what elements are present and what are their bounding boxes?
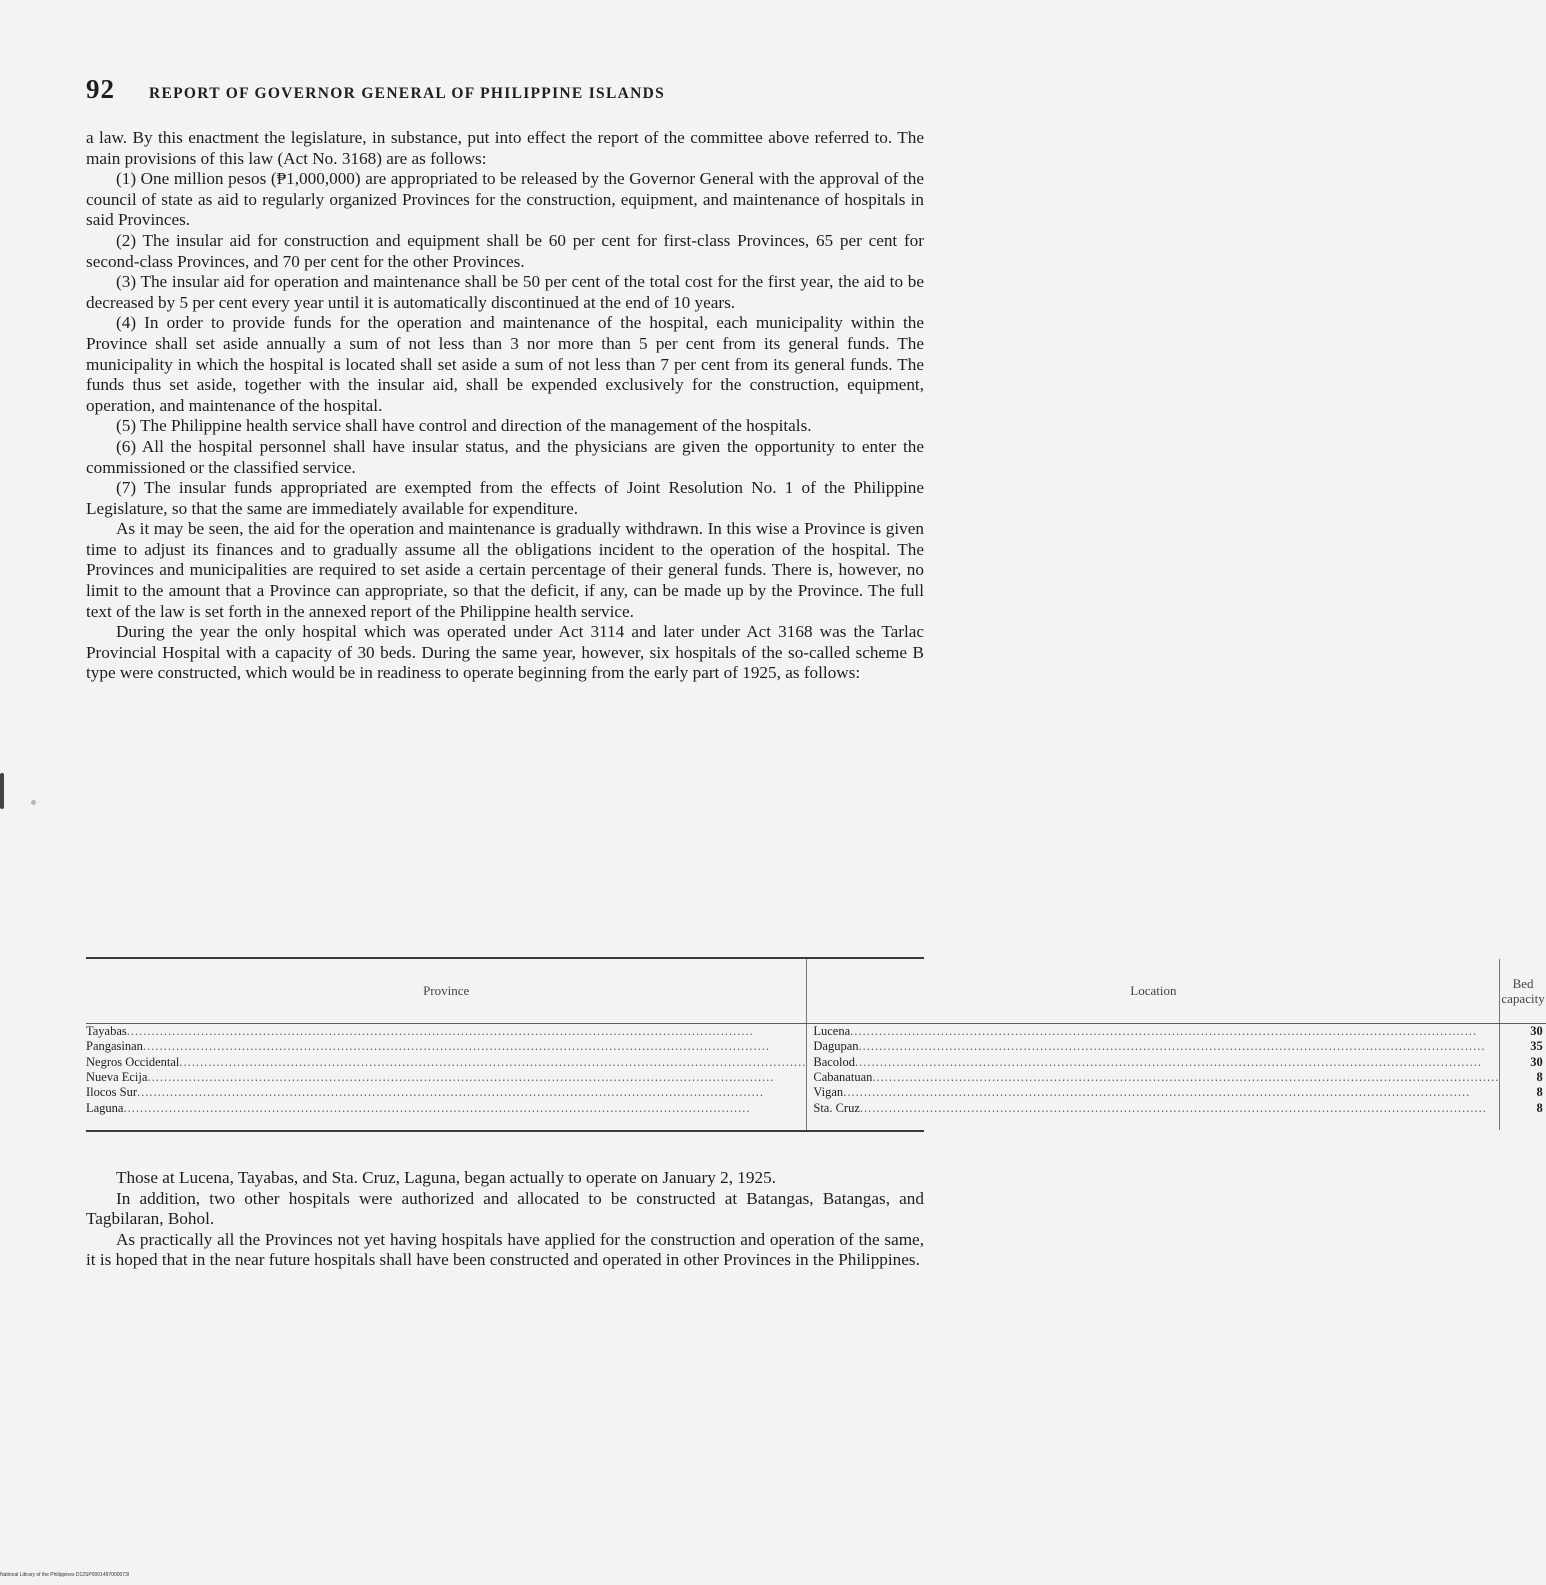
paragraph: As practically all the Provinces not yet having hospitals have applied for the construction and operation of the same, it is hoped that in the near future hospitals shall have been constructed and operated in other Provinces in the Philippines. bbox=[86, 1229, 924, 1270]
page-number: 92 bbox=[86, 74, 115, 104]
scan-footer-note: National Library of the Philippines D12SP0001497000073I bbox=[0, 1572, 130, 1578]
header-location: Location bbox=[807, 959, 1500, 1023]
paragraph: (5) The Philippine health service shall have control and direction of the management of the hospitals. bbox=[116, 416, 812, 436]
paragraph: (1) One million pesos (₱1,000,000) are appropriated to be released by the Governor General with the approval of the council of state as aid to regularly organized Provinces for the construction, equipment, and maintenance of hospitals in said Provinces. bbox=[86, 169, 924, 230]
cell-province: Nueva Ecija bbox=[86, 1070, 148, 1085]
scan-speck bbox=[31, 800, 36, 805]
cell-province: Ilocos Sur bbox=[86, 1085, 138, 1100]
table-row bbox=[86, 1085, 1546, 1100]
paragraph: During the year the only hospital which was operated under Act 3114 and later under Act 3168 was the Tarlac Provincial Hospital with a capacity of 30 beds. During the same year, however, six hospitals of the so-called scheme B type were constructed, which would be in readiness to operate beginning from the early part of 1925, as follows: bbox=[86, 622, 924, 683]
cell-beds: 8 bbox=[1536, 1085, 1543, 1100]
cell-beds: 30 bbox=[1530, 1054, 1543, 1069]
table-row bbox=[86, 1024, 1546, 1039]
cell-location: Lucena bbox=[813, 1024, 851, 1039]
header-province: Province bbox=[86, 959, 807, 1023]
page-header bbox=[86, 74, 926, 105]
cell-beds: 8 bbox=[1536, 1100, 1543, 1115]
cell-beds: 30 bbox=[1530, 1024, 1543, 1039]
cell-location: Sta. Cruz bbox=[813, 1100, 860, 1115]
cell-location: Bacolod bbox=[813, 1054, 856, 1069]
table-row bbox=[86, 1100, 1546, 1129]
table-header-row bbox=[86, 959, 1546, 1023]
paragraph: (7) The insular funds appropriated are exempted from the effects of Joint Resolution No. 1 of the Philippine Legislature, so that the same are immediately available for expenditure. bbox=[86, 478, 924, 518]
table-row bbox=[86, 1039, 1546, 1054]
cell-province: Tayabas bbox=[86, 1024, 127, 1039]
cell-location: Vigan bbox=[813, 1085, 844, 1100]
running-head: REPORT OF GOVERNOR GENERAL OF PHILIPPINE ISLANDS bbox=[149, 85, 666, 102]
paragraph: Those at Lucena, Tayabas, and Sta. Cruz, Laguna, began actually to operate on January 2, 1925. bbox=[116, 1168, 776, 1187]
cell-beds: 8 bbox=[1536, 1070, 1543, 1085]
paragraph: (6) All the hospital personnel shall have insular status, and the physicians are given the opportunity to enter the commissioned or the classified service. bbox=[86, 436, 924, 477]
header-bed-capacity: Bed capacity bbox=[1501, 976, 1545, 1006]
scan-edge-mark bbox=[0, 773, 4, 809]
table-row bbox=[86, 1070, 1546, 1085]
hospital-table bbox=[86, 957, 1545, 1132]
cell-location: Dagupan bbox=[813, 1039, 859, 1054]
cell-province: Negros Occidental bbox=[86, 1054, 180, 1069]
paragraph: As it may be seen, the aid for the operation and maintenance is gradually withdrawn. In this wise a Province is given time to adjust its finances and to gradually assume all the obligations incident to the operation of the hospital. The Provinces and municipalities are required to set aside a certain percentage of their general funds. There is, however, no limit to the amount that a Province can appropriate, so that the deficit, if any, can be made up by the Province. The full text of the law is set forth in the annexed report of the Philippine health service. bbox=[86, 519, 924, 621]
cell-province: Laguna bbox=[86, 1100, 124, 1115]
cell-province: Pangasinan bbox=[86, 1039, 143, 1054]
paragraph: (3) The insular aid for operation and maintenance shall be 50 per cent of the total cost for the first year, the aid to be decreased by 5 per cent every year until it is automatically discontinued at the end of 10 years. bbox=[86, 272, 924, 312]
paragraph: (4) In order to provide funds for the operation and maintenance of the hospital, each municipality within the Province shall set aside annually a sum of not less than 3 nor more than 5 per cent from its general funds. The municipality in which the hospital is located shall set aside a sum of not less than 7 per cent from its general funds. The funds thus set aside, together with the insular aid, shall be expended exclusively for the construction, equipment, operation, and maintenance of the hospital. bbox=[86, 313, 924, 415]
table-rule-bottom bbox=[86, 1130, 924, 1132]
paragraph: (2) The insular aid for construction and equipment shall be 60 per cent for first-class Provinces, 65 per cent for second-class Provinces, and 70 per cent for the other Provinces. bbox=[86, 230, 924, 271]
body-text bbox=[86, 128, 924, 684]
paragraph: In addition, two other hospitals were authorized and allocated to be constructed at Batangas, Batangas, and Tagbilaran, Bohol. bbox=[86, 1188, 924, 1229]
cell-location: Cabanatuan bbox=[813, 1070, 873, 1085]
paragraph: a law. By this enactment the legislature, in substance, put into effect the report of the committee above referred to. The main provisions of this law (Act No. 3168) are as follows: bbox=[86, 128, 924, 168]
cell-beds: 35 bbox=[1530, 1039, 1543, 1054]
table-row bbox=[86, 1055, 1546, 1070]
closing-text bbox=[86, 1168, 924, 1271]
